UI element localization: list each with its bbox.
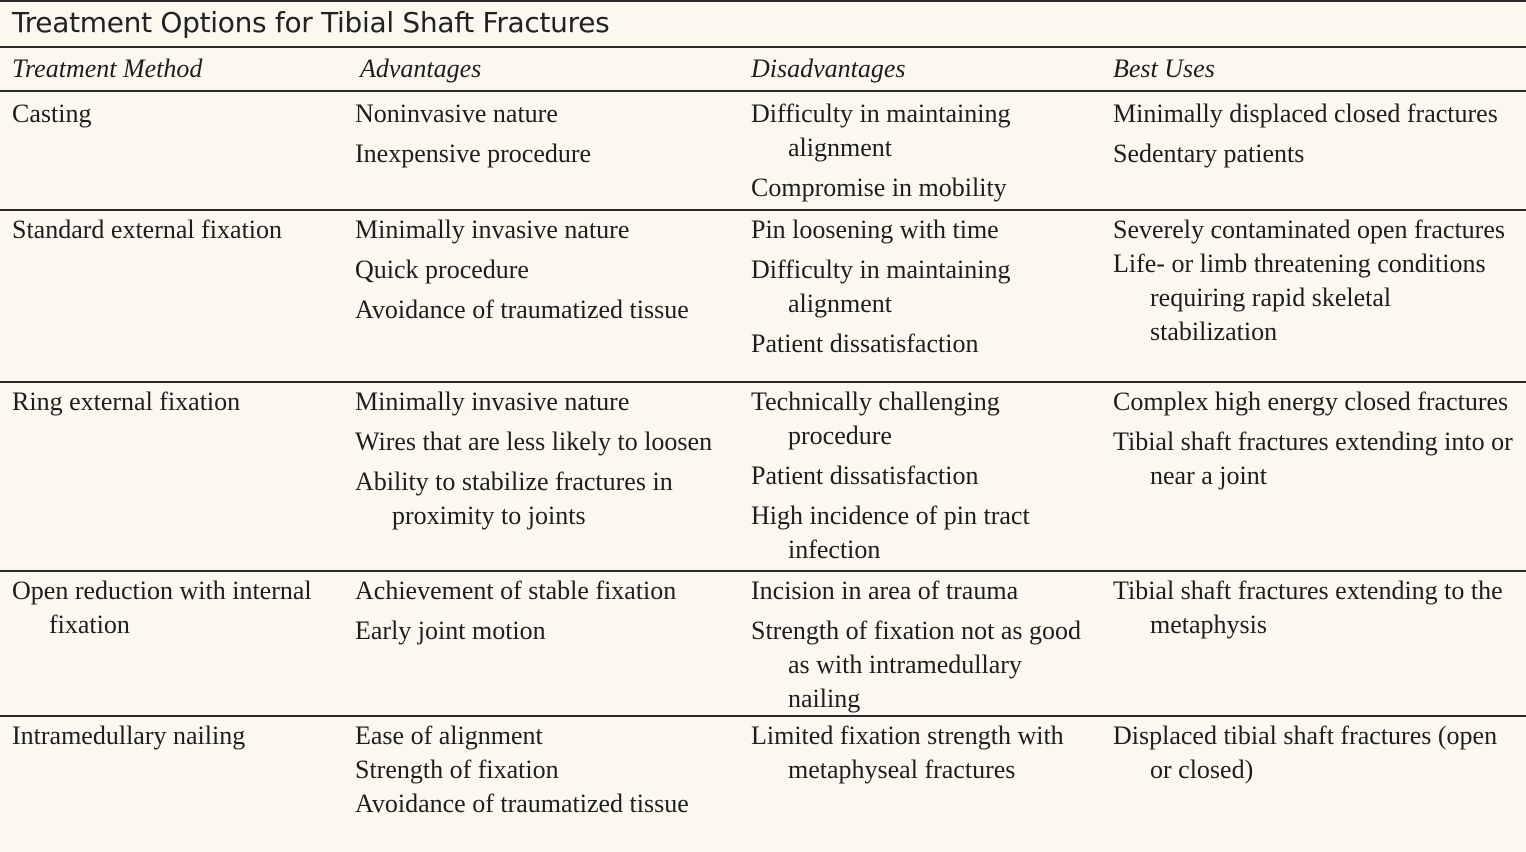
advantage-item: Noninvasive nature (355, 99, 558, 128)
advantage-item: Ease of alignment (355, 721, 543, 750)
disadvantages-cell (751, 719, 1096, 793)
disadvantage-item: Patient dissatisfaction (751, 461, 979, 490)
header-rule (0, 90, 1526, 92)
advantage-item: Strength of fixation (355, 755, 559, 784)
advantage-item: Avoidance of traumatized tissue (355, 295, 689, 324)
best-use-item: Minimally displaced closed fractures (1113, 99, 1498, 128)
advantage-item: Quick procedure (355, 255, 529, 284)
table-title: Treatment Options for Tibial Shaft Fractures (12, 6, 610, 39)
best-uses-cell (1113, 97, 1518, 177)
best-use-item: Life- or limb threatening conditions requiring rapid skeletal stabilization (1113, 249, 1486, 346)
disadvantage-item: Technically challenging procedure (751, 387, 1000, 450)
row-divider (0, 715, 1526, 717)
disadvantage-item: Patient dissatisfaction (751, 329, 979, 358)
advantage-item: Minimally invasive nature (355, 215, 630, 244)
best-use-item: Complex high energy closed fractures (1113, 387, 1509, 416)
advantage-item: Wires that are less likely to loosen (355, 427, 713, 456)
advantage-item: Early joint motion (355, 616, 546, 645)
header-disadvantages: Disadvantages (751, 54, 906, 83)
advantage-item: Inexpensive procedure (355, 139, 592, 168)
advantages-cell (355, 574, 730, 654)
row-divider (0, 381, 1526, 383)
method-cell (12, 385, 332, 425)
best-uses-cell (1113, 574, 1518, 648)
disadvantage-item: Strength of fixation not as good as with intramedullary nailing (751, 616, 1082, 713)
row-divider (0, 209, 1526, 211)
row-divider (0, 570, 1526, 572)
method-label: Ring external fixation (12, 387, 241, 416)
header-advantages: Advantages (360, 54, 482, 83)
disadvantage-item: Difficulty in maintaining alignment (751, 255, 1011, 318)
advantages-cell (355, 97, 730, 177)
best-use-item: Tibial shaft fractures extending into or near a joint (1113, 427, 1513, 490)
best-use-item: Sedentary patients (1113, 139, 1305, 168)
advantage-item: Minimally invasive nature (355, 387, 630, 416)
method-label: Casting (12, 99, 92, 128)
disadvantage-item: Difficulty in maintaining alignment (751, 99, 1011, 162)
title-rule (0, 46, 1526, 48)
best-use-item: Severely contaminated open fractures (1113, 215, 1505, 244)
method-cell (12, 213, 332, 253)
disadvantages-cell (751, 97, 1096, 211)
best-uses-cell (1113, 385, 1518, 499)
disadvantage-item: Compromise in mobility (751, 173, 1007, 202)
method-cell (12, 97, 332, 137)
disadvantage-item: High incidence of pin tract infection (751, 501, 1030, 564)
advantage-item: Avoidance of traumatized tissue (355, 789, 689, 818)
best-uses-cell (1113, 719, 1518, 793)
method-cell (12, 574, 332, 648)
method-label: Open reduction with internal fixation (12, 576, 312, 639)
method-label: Standard external fixation (12, 215, 283, 244)
header-best-uses: Best Uses (1113, 54, 1215, 83)
advantages-cell (355, 385, 730, 539)
disadvantage-item: Incision in area of trauma (751, 576, 1019, 605)
advantage-item: Achievement of stable fixation (355, 576, 677, 605)
disadvantages-cell (751, 213, 1096, 367)
disadvantage-item: Pin loosening with time (751, 215, 999, 244)
disadvantages-cell (751, 574, 1096, 722)
method-cell (12, 719, 332, 759)
best-use-item: Displaced tibial shaft fractures (open or closed) (1113, 721, 1498, 784)
advantages-cell (355, 719, 730, 821)
best-use-item: Tibial shaft fractures extending to the metaphysis (1113, 576, 1503, 639)
top-rule (0, 0, 1526, 2)
method-label: Intramedullary nailing (12, 721, 246, 750)
advantages-cell (355, 213, 730, 333)
advantage-item: Ability to stabilize fractures in proximity to joints (355, 467, 673, 530)
disadvantages-cell (751, 385, 1096, 573)
header-treatment-method: Treatment Method (12, 54, 203, 83)
disadvantage-item: Limited fixation strength with metaphyseal fractures (751, 721, 1064, 784)
best-uses-cell (1113, 213, 1518, 349)
